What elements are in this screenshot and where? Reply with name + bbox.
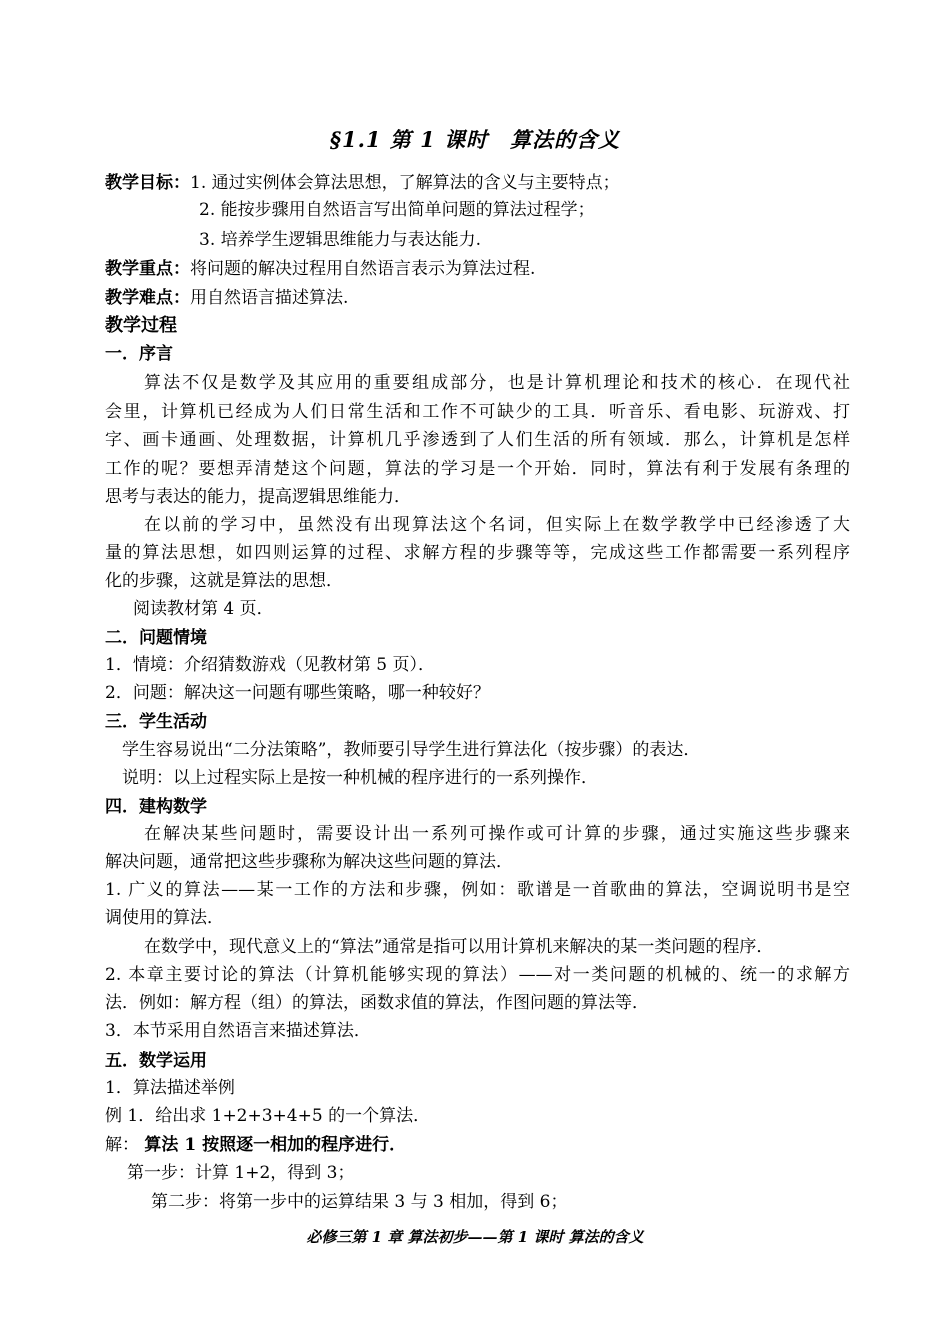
section-heading-2: 二．问题情境 <box>105 628 207 648</box>
difficulty-label: 教学难点： <box>105 288 190 308</box>
paragraph-line: 会里，计算机已经成为人们日常生活和工作不可缺少的工具．听音乐、看电影、玩游戏、打 <box>105 402 850 422</box>
section-heading-1: 一．序言 <box>105 344 173 364</box>
key-point-row <box>105 256 850 282</box>
paragraph-line: 学生容易说出“二分法策略”，教师要引导学生进行算法化（按步骤）的表达． <box>122 740 701 760</box>
page-footer: 必修三第 1 章 算法初步——第 1 课时 算法的含义 <box>306 1228 644 1246</box>
process-title: 教学过程 <box>105 315 177 336</box>
list-item: 1．情境：介绍猜数游戏（见教材第 5 页）． <box>105 655 435 675</box>
paragraph-line: 解决问题，通常把这些步骤称为解决这些问题的算法． <box>105 852 513 872</box>
solution-label: 解： <box>105 1135 139 1155</box>
paragraph-line: 在数学中，现代意义上的“算法”通常是指可以用计算机来解决的某一类问题的程序． <box>144 937 774 957</box>
section-heading-4: 四．建构数学 <box>105 797 207 817</box>
page-title: §1.1 第 1 课时 算法的含义 <box>329 127 621 152</box>
section-heading-3: 三．学生活动 <box>105 712 207 732</box>
paragraph-line: 2. 本章主要讨论的算法（计算机能够实现的算法）——对一类问题的机械的、统一的求解方 <box>105 965 850 985</box>
paragraph-line: 调使用的算法． <box>105 908 224 928</box>
paragraph-line: 1. 广义的算法——某一工作的方法和步骤，例如：歌谱是一首歌曲的算法，空调说明书是空 <box>105 880 850 900</box>
step-line: 第二步：将第一步中的运算结果 3 与 3 相加，得到 6； <box>151 1192 568 1212</box>
objective-item: 2. 能按步骤用自然语言写出简单问题的算法过程学； <box>199 200 595 220</box>
section-heading-5: 五．数学运用 <box>105 1051 207 1071</box>
subheading: 1．算法描述举例 <box>105 1078 235 1098</box>
solution-line <box>105 1132 850 1158</box>
step-line: 第一步：计算 1+2，得到 3； <box>127 1163 355 1183</box>
paragraph-line: 说明：以上过程实际上是按一种机械的程序进行的一系列操作． <box>122 768 598 788</box>
difficulty-text: 用自然语言描述算法. <box>190 288 349 308</box>
paragraph-line: 字、画卡通画、处理数据，计算机几乎渗透到了人们生活的所有领域．那么，计算机是怎样 <box>105 430 850 450</box>
paragraph-line: 算法不仅是数学及其应用的重要组成部分，也是计算机理论和技术的核心．在现代社 <box>144 373 850 393</box>
reading-note: 阅读教材第 4 页． <box>133 599 274 619</box>
key-point-text: 将问题的解决过程用自然语言表示为算法过程. <box>190 259 536 279</box>
solution-algorithm-title: 算法 1 按照逐一相加的程序进行． <box>144 1135 407 1155</box>
paragraph-line: 工作的呢？要想弄清楚这个问题，算法的学习是一个开始．同时，算法有利于发展有条理的 <box>105 459 850 479</box>
objectives-label: 教学目标： <box>105 173 190 193</box>
objective-item: 3. 培养学生逻辑思维能力与表达能力. <box>199 230 482 250</box>
list-item: 2．问题：解决这一问题有哪些策略，哪一种较好？ <box>105 683 490 703</box>
paragraph-line: 化的步骤，这就是算法的思想． <box>105 571 343 591</box>
difficulty-row <box>105 285 850 311</box>
paragraph-line: 在以前的学习中，虽然没有出现算法这个名词，但实际上在数学教学中已经渗透了大 <box>144 515 850 535</box>
key-point-label: 教学重点： <box>105 259 190 279</box>
objectives-row-1 <box>105 170 850 196</box>
paragraph-line: 3．本节采用自然语言来描述算法． <box>105 1021 371 1041</box>
paragraph-line: 思考与表达的能力，提高逻辑思维能力． <box>105 487 411 507</box>
paragraph-line: 在解决某些问题时，需要设计出一系列可操作或可计算的步骤，通过实施这些步骤来 <box>144 824 850 844</box>
paragraph-line: 法．例如：解方程（组）的算法，函数求值的算法，作图问题的算法等． <box>105 993 649 1013</box>
objective-item: 1. 通过实例体会算法思想，了解算法的含义与主要特点； <box>190 173 620 193</box>
example-line: 例 1．给出求 1+2+3+4+5 的一个算法． <box>105 1106 431 1126</box>
paragraph-line: 量的算法思想，如四则运算的过程、求解方程的步骤等等，完成这些工作都需要一系列程序 <box>105 543 850 563</box>
